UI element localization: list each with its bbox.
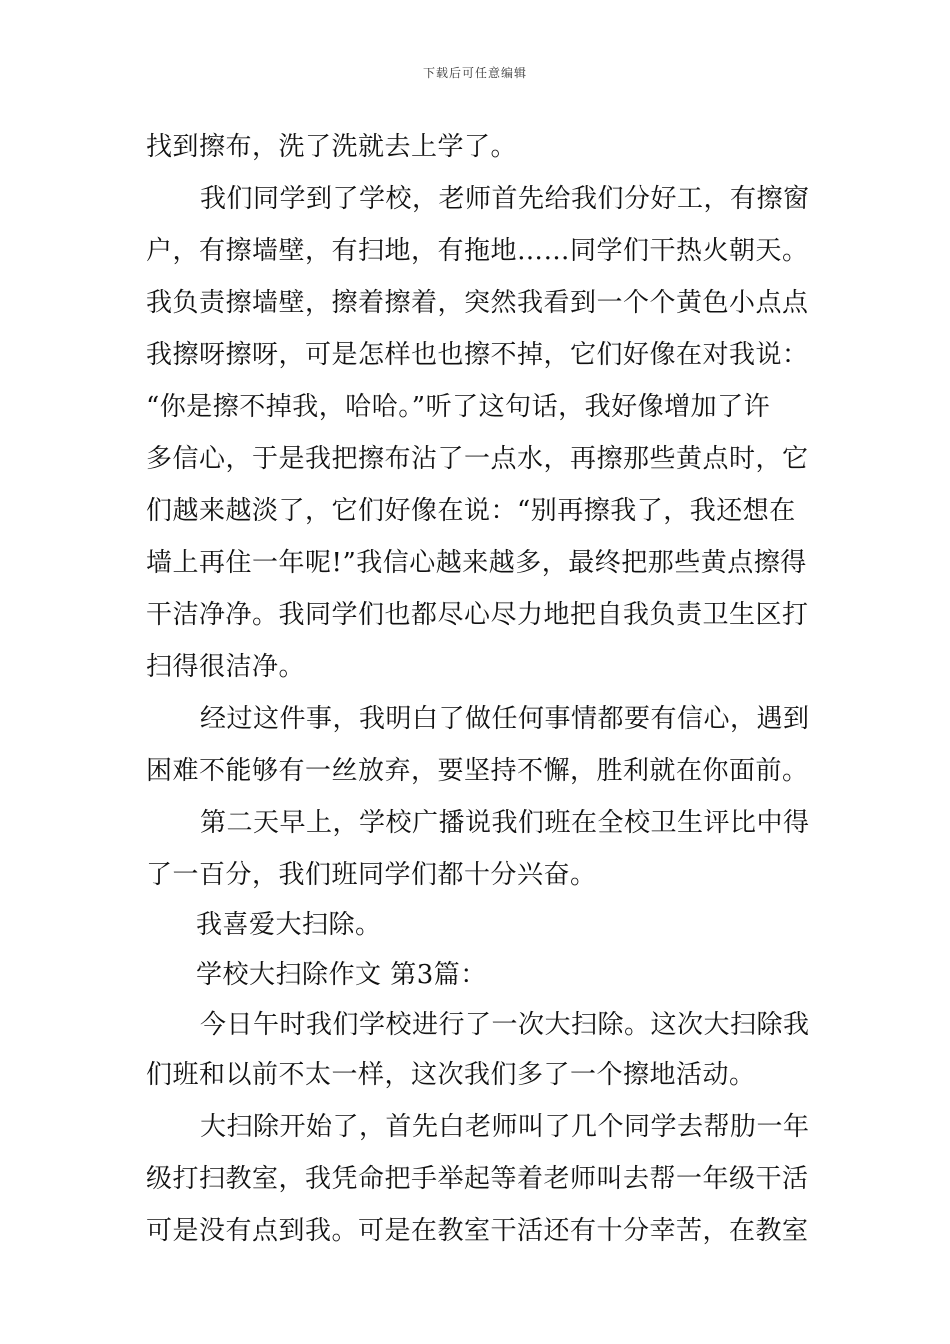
- text-line: 今日午时我们学校进行了一次大扫除。这次大扫除我: [200, 1010, 810, 1040]
- text-line: “你是擦不掉我，哈哈。”听了这句话，我好像增加了许: [146, 392, 771, 422]
- text-line: 干洁净净。我同学们也都尽心尽力地把自我负责卫生区打: [146, 600, 809, 630]
- text-line: 我负责擦墙壁，擦着擦着，突然我看到一个个黄色小点点: [146, 288, 809, 318]
- text-line: 了一百分，我们班同学们都十分兴奋。: [146, 860, 597, 890]
- text-line: 找到擦布，洗了洗就去上学了。: [146, 132, 518, 162]
- text-line: 户，有擦墙壁，有扫地，有拖地……同学们干热火朝天。: [146, 236, 809, 266]
- text-line: 我擦呀擦呀，可是怎样也也擦不掉，它们好像在对我说：: [146, 340, 809, 370]
- text-line: 第二天早上，学校广播说我们班在全校卫生评比中得: [200, 808, 810, 838]
- text-line: 可是没有点到我。可是在教室干活还有十分幸苦，在教室: [146, 1216, 809, 1246]
- section-heading: 学校大扫除作文 第3篇：: [196, 960, 487, 990]
- text-line: 墙上再住一年呢!”我信心越来越多，最终把那些黄点擦得: [146, 548, 807, 578]
- text-line: 们班和以前不太一样，这次我们多了一个擦地活动。: [146, 1060, 756, 1090]
- text-line: 我们同学到了学校，老师首先给我们分好工，有擦窗: [200, 184, 810, 214]
- text-line: 大扫除开始了，首先白老师叫了几个同学去帮肋一年: [200, 1112, 810, 1142]
- page-header: 下载后可任意编辑: [422, 66, 527, 80]
- text-line: 扫得很洁净。: [146, 652, 306, 682]
- text-line: 多信心，于是我把擦布沾了一点水，再擦那些黄点时，它: [146, 444, 809, 474]
- text-line: 们越来越淡了，它们好像在说：“别再擦我了，我还想在: [146, 496, 796, 526]
- text-line: 我喜爱大扫除。: [196, 910, 382, 940]
- text-line: 困难不能够有一丝放弃，要坚持不懈，胜利就在你面前。: [146, 756, 809, 786]
- text-line: 经过这件事，我明白了做任何事情都要有信心，遇到: [200, 704, 810, 734]
- text-line: 级打扫教室，我凭命把手举起等着老师叫去帮一年级干活: [146, 1164, 809, 1194]
